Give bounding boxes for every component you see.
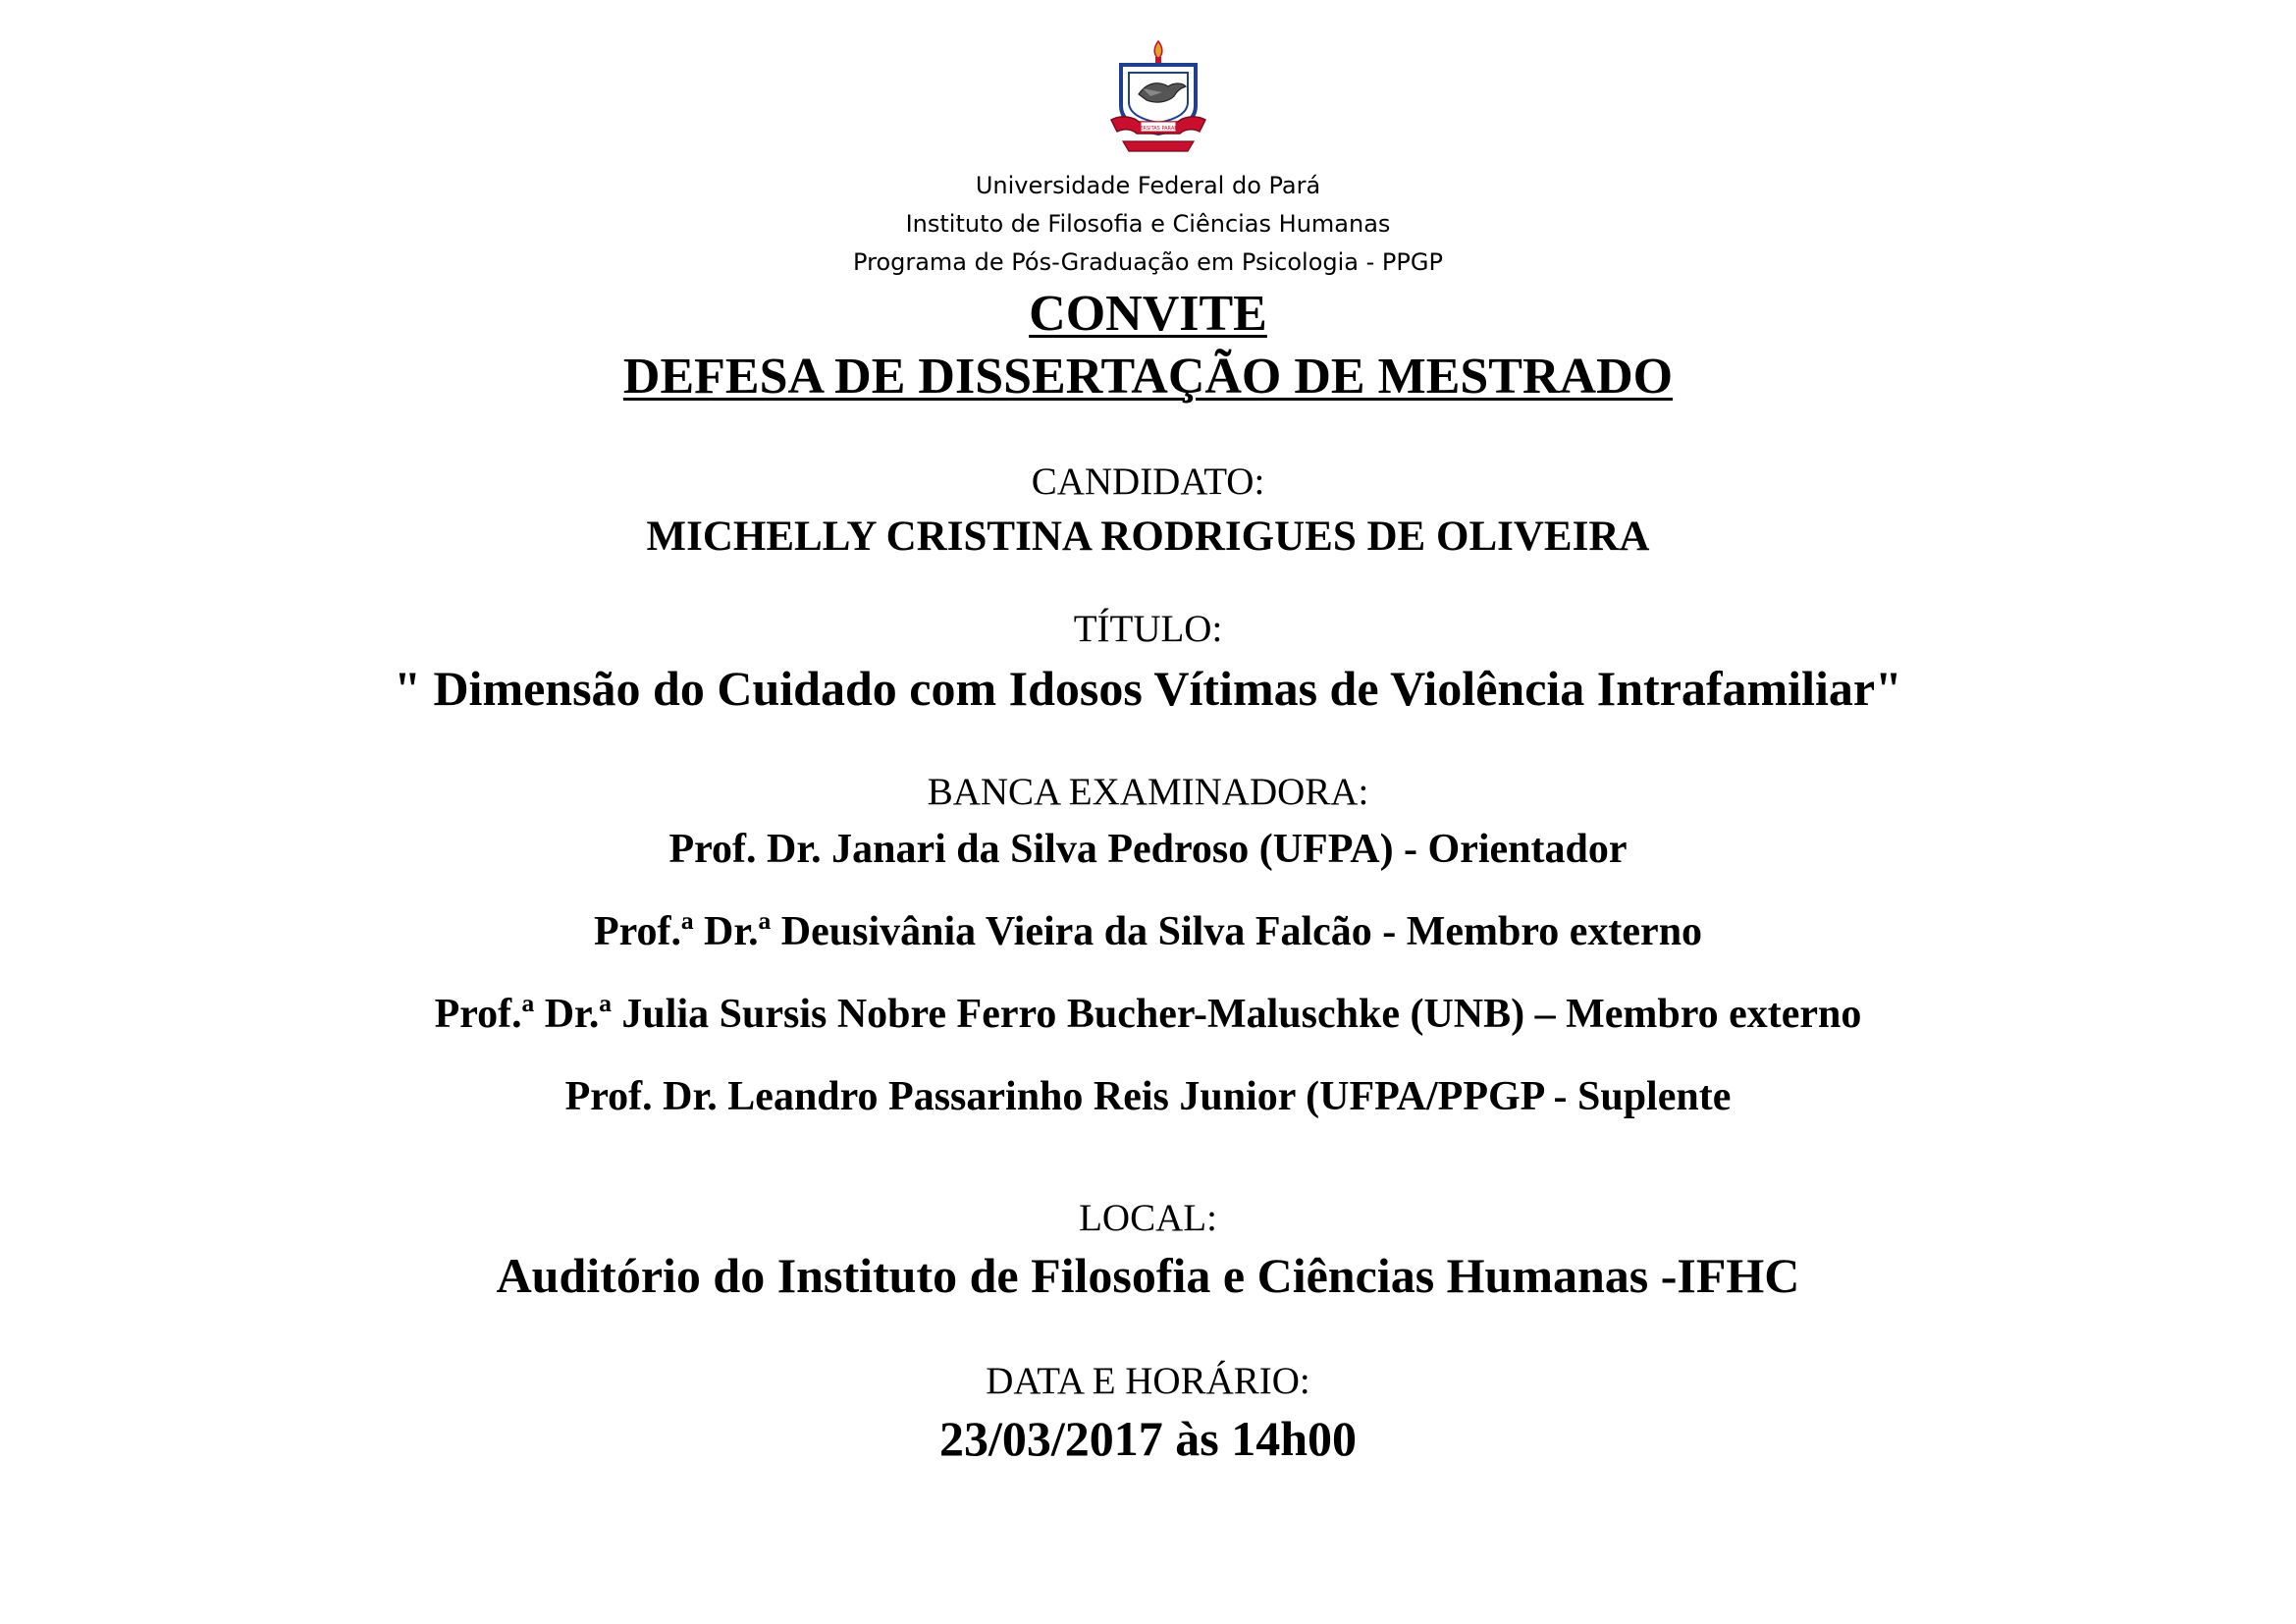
- committee-member: Prof.ª Dr.ª Deusivânia Vieira da Silva Falcão - Membro externo: [593, 909, 1703, 954]
- committee-member: Prof. Dr. Leandro Passarinho Reis Junior (UFPA/PPGP - Suplente: [564, 1074, 1732, 1119]
- thesis-title: " Dimensão do Cuidado com Idosos Vítimas de Violência Intrafamiliar": [394, 661, 1902, 716]
- committee-member: Prof.ª Dr.ª Julia Sursis Nobre Ferro Bucher-Maluschke (UNB) – Membro externo: [434, 992, 1862, 1037]
- document-title: CONVITE: [1029, 286, 1267, 342]
- document-subtitle: DEFESA DE DISSERTAÇÃO DE MESTRADO: [622, 349, 1674, 405]
- location-label: LOCAL:: [1079, 1197, 1217, 1239]
- thesis-label: TÍTULO:: [1073, 608, 1223, 650]
- committee-member: Prof. Dr. Janari da Silva Pedroso (UFPA) - Orientador: [668, 827, 1628, 872]
- candidate-label: CANDIDATO:: [1031, 460, 1265, 503]
- seal-motto: UNIVERSITAS PARAENSIS: [1128, 126, 1189, 132]
- institution-program: Programa de Pós-Graduação em Psicologia - PPGP: [853, 248, 1443, 276]
- candidate-name: MICHELLY CRISTINA RODRIGUES DE OLIVEIRA: [646, 514, 1650, 560]
- institution-institute: Instituto de Filosofia e Ciências Humanas: [905, 210, 1391, 238]
- location-value: Auditório do Instituto de Filosofia e Ciências Humanas -IFHC: [496, 1248, 1800, 1303]
- committee-label: BANCA EXAMINADORA:: [927, 771, 1369, 813]
- university-seal-logo: [1103, 37, 1213, 157]
- schedule-label: DATA E HORÁRIO:: [986, 1360, 1310, 1402]
- schedule-value: 23/03/2017 às 14h00: [938, 1411, 1358, 1466]
- institution-university: Universidade Federal do Pará: [975, 172, 1321, 199]
